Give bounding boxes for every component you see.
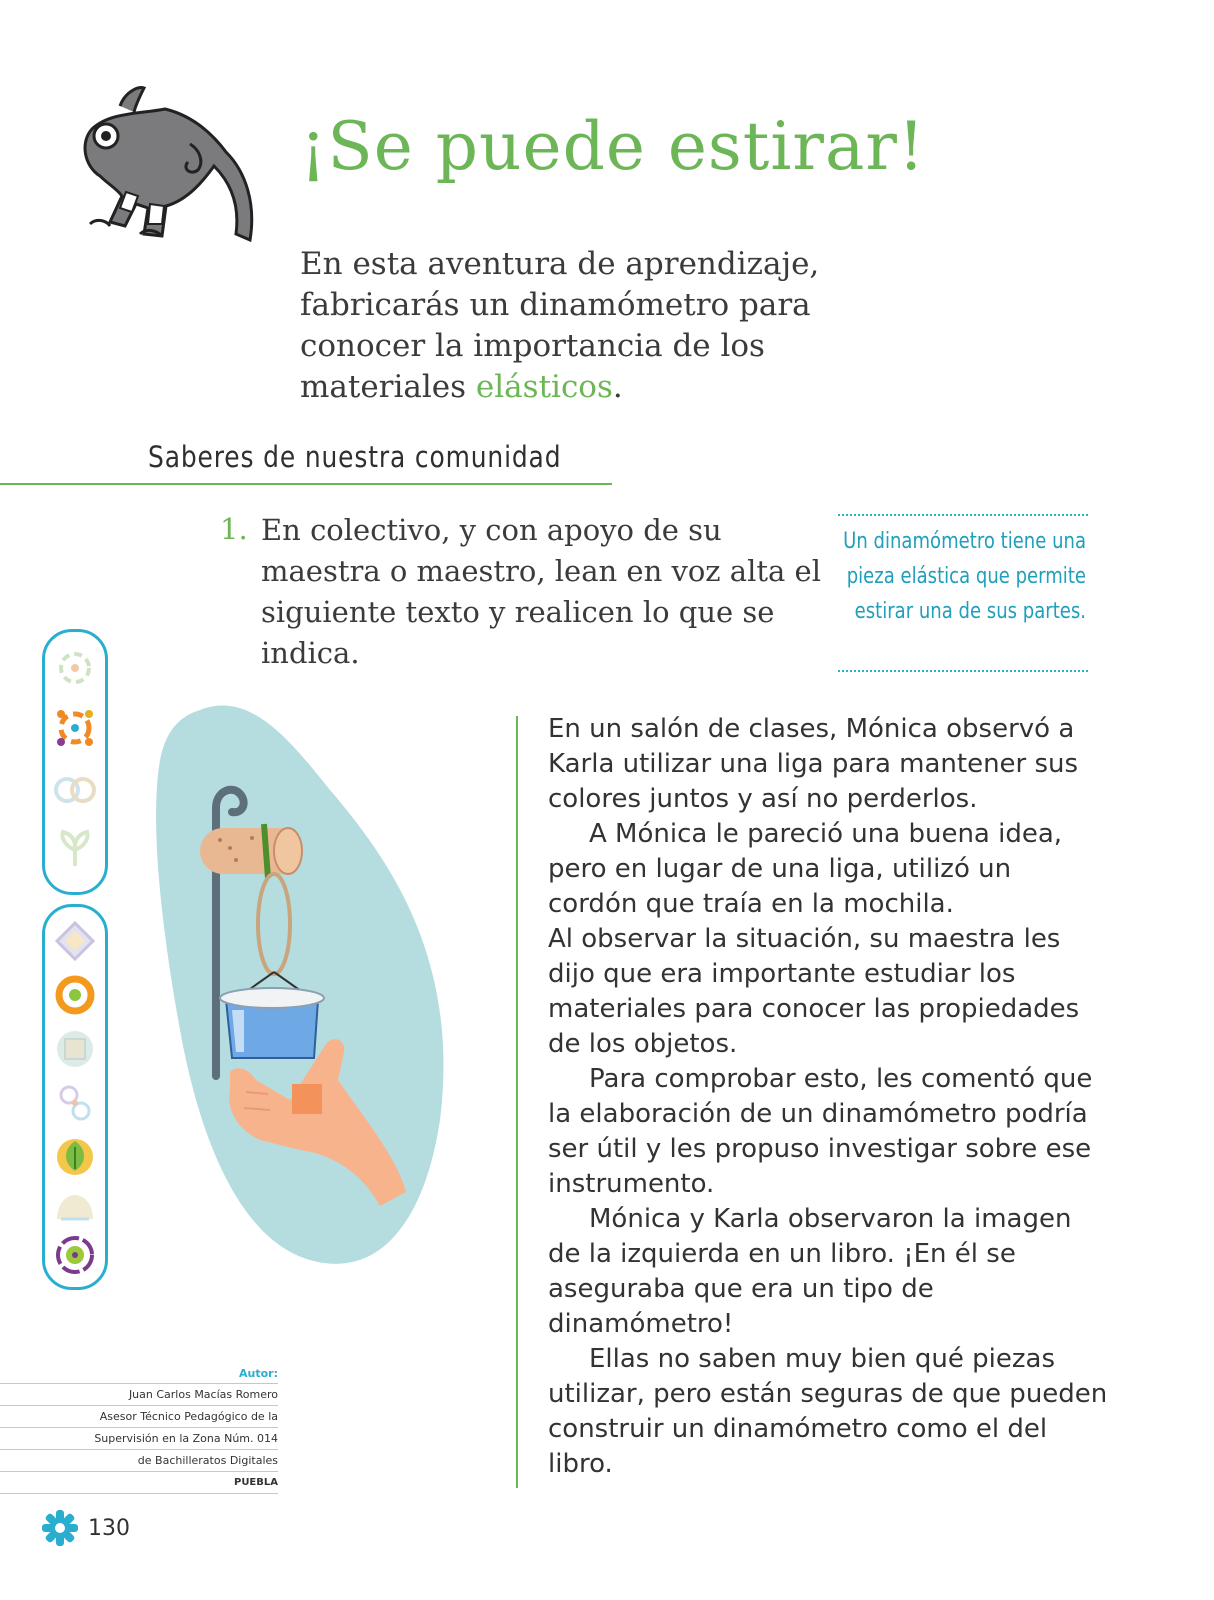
side-note bbox=[838, 514, 1088, 672]
intro-paragraph bbox=[300, 244, 940, 408]
purple-splash-icon bbox=[51, 1231, 99, 1279]
page-number: 130 bbox=[88, 1516, 130, 1541]
author-label: Autor: bbox=[0, 1364, 278, 1384]
snowflake-icon bbox=[40, 1508, 80, 1548]
page-title: ¡Se puede estirar! bbox=[300, 108, 926, 185]
people-circle-icon bbox=[51, 704, 99, 752]
chain-icon bbox=[53, 1081, 97, 1125]
story-divider bbox=[516, 716, 518, 1488]
axolotl-mascot-icon bbox=[70, 84, 260, 254]
story-paragraph: En un salón de clases, Mónica observó a Karla utilizar una liga para mantener sus colores juntos y así no perderlos. bbox=[548, 714, 1079, 814]
author-role: Supervisión en la Zona Núm. 014 bbox=[0, 1428, 278, 1450]
leaf-swirl-icon bbox=[53, 646, 97, 690]
section-divider bbox=[0, 483, 612, 485]
section-heading: Saberes de nuestra comunidad bbox=[148, 440, 562, 474]
author-credit bbox=[0, 1364, 278, 1494]
author-state: PUEBLA bbox=[0, 1472, 278, 1494]
intro-text: En esta aventura de aprendizaje, fabricarás un dinamómetro para conocer la importancia de los materiales bbox=[300, 246, 820, 405]
story-paragraph: A Mónica le pareció una buena idea, pero en lugar de una liga, utilizó un cordón que traía en la mochila. bbox=[548, 819, 1063, 919]
sprout-figure-icon bbox=[51, 826, 99, 874]
author-role: Asesor Técnico Pedagógico de la bbox=[0, 1406, 278, 1428]
story-paragraph: Al observar la situación, su maestra les dijo que era importante estudiar los materiales para conocer las propiedades de los objetos. bbox=[548, 924, 1080, 1059]
side-note-text: Un dinamómetro tiene una pieza elástica que permite estirar una de sus partes. bbox=[843, 529, 1086, 624]
dynamometer-illustration bbox=[140, 700, 460, 1280]
story-text bbox=[548, 712, 1108, 1482]
step-number: 1. bbox=[220, 512, 248, 546]
step-instruction: En colectivo, y con apoyo de su maestra o maestro, lean en voz alta el siguiente texto y realicen lo que se indica. bbox=[261, 513, 821, 670]
intro-highlight: elásticos bbox=[475, 369, 613, 405]
green-leaf-icon bbox=[51, 1133, 99, 1181]
diamond-icon bbox=[53, 919, 97, 963]
sidebar-pill-bottom bbox=[42, 904, 108, 1290]
sidebar-pill-top bbox=[42, 629, 108, 895]
story-paragraph: Ellas no saben muy bien qué piezas utilizar, pero están seguras de que pueden construir un dinamómetro como el del libro. bbox=[548, 1344, 1108, 1479]
intro-end: . bbox=[612, 369, 623, 405]
square-pattern-icon bbox=[53, 1027, 97, 1071]
story-paragraph: Para comprobar esto, les comentó que la elaboración de un dinamómetro podría ser útil y les propuso investigar sobre ese instrumento. bbox=[548, 1064, 1093, 1199]
author-name: Juan Carlos Macías Romero bbox=[0, 1384, 278, 1406]
author-role: de Bachilleratos Digitales bbox=[0, 1450, 278, 1472]
orange-ring-icon bbox=[51, 971, 99, 1019]
story-paragraph: Mónica y Karla observaron la imagen de la izquierda en un libro. ¡En él se aseguraba que era un tipo de dinamómetro! bbox=[548, 1204, 1072, 1339]
shell-icon bbox=[51, 1189, 99, 1225]
linked-figures-icon bbox=[51, 766, 99, 814]
